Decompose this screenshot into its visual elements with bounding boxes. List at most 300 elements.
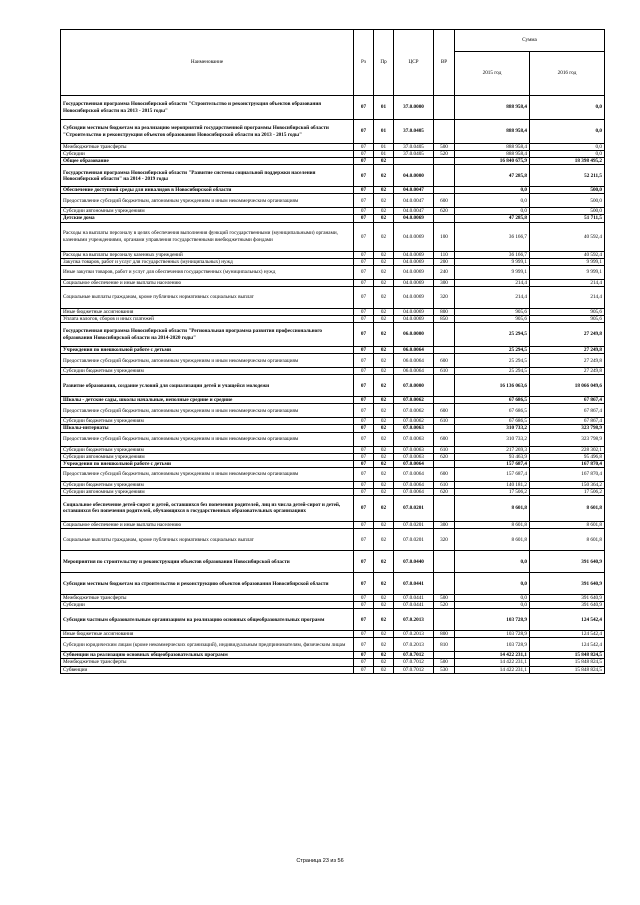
cell-csr: 07.0.0201 [394, 529, 434, 551]
cell-2015: 888 958,4 [455, 120, 530, 144]
cell-name: Субсидии местным бюджетам на строительство и реконструкцию объектов образования Новосибирской области [61, 573, 354, 595]
cell-rz: 07 [354, 573, 374, 595]
budget-table [60, 29, 605, 674]
table-row [61, 286, 605, 308]
cell-pr: 02 [374, 215, 394, 222]
cell-csr: 07.0.0063 [394, 446, 434, 453]
table-row [61, 446, 605, 453]
cell-name: Межбюджетные трансферты [61, 144, 354, 151]
cell-name: Социальные выплаты гражданам, кроме публичных нормативных социальных выплат [61, 286, 354, 308]
cell-2016: 52 211,5 [530, 165, 605, 187]
cell-pr: 02 [374, 488, 394, 495]
header-rz: Рз [354, 30, 374, 96]
cell-csr: 07.0.0063 [394, 432, 434, 446]
table-row [61, 659, 605, 666]
cell-csr: 04.0.0069 [394, 251, 434, 258]
cell-2015: 905,6 [455, 308, 530, 315]
cell-2016: 214,4 [530, 279, 605, 286]
cell-csr: 07.0.0441 [394, 595, 434, 602]
cell-rz: 07 [354, 194, 374, 208]
cell-vr [434, 460, 455, 467]
cell-pr: 02 [374, 609, 394, 631]
cell-vr [434, 158, 455, 165]
cell-name: Субсидии автономным учреждениям [61, 488, 354, 495]
cell-2015: 9 999,1 [455, 265, 530, 279]
cell-rz: 07 [354, 251, 374, 258]
cell-pr: 02 [374, 251, 394, 258]
cell-2016: 150 364,2 [530, 481, 605, 488]
cell-vr [434, 551, 455, 573]
cell-csr: 04.0.0047 [394, 194, 434, 208]
cell-csr: 07.0.0063 [394, 453, 434, 460]
cell-rz: 07 [354, 347, 374, 354]
table-row [61, 404, 605, 418]
cell-name: Социальное обеспечение и иные выплаты населению [61, 279, 354, 286]
cell-rz: 07 [354, 404, 374, 418]
cell-csr: 07.0.0201 [394, 495, 434, 521]
cell-rz: 07 [354, 279, 374, 286]
cell-name: Субсидии автономным учреждениям [61, 208, 354, 215]
cell-2015: 103 728,9 [455, 631, 530, 638]
cell-csr: 07.0.0201 [394, 521, 434, 528]
cell-csr: 37.0.0000 [394, 96, 434, 120]
cell-vr: 850 [434, 315, 455, 322]
table-row [61, 595, 605, 602]
cell-pr: 02 [374, 666, 394, 673]
cell-name: Расходы на выплаты персоналу казенных учреждений [61, 251, 354, 258]
cell-pr: 02 [374, 659, 394, 666]
table-row [61, 354, 605, 368]
cell-csr: 37.0.0405 [394, 144, 434, 151]
cell-2015: 140 181,2 [455, 481, 530, 488]
table-body [61, 96, 605, 674]
cell-csr: 37.0.0405 [394, 120, 434, 144]
cell-rz: 07 [354, 609, 374, 631]
cell-2016: 0,0 [530, 144, 605, 151]
cell-pr: 02 [374, 375, 394, 397]
cell-2015: 67 686,5 [455, 404, 530, 418]
cell-2015: 8 601,8 [455, 529, 530, 551]
cell-2015: 93 463,9 [455, 453, 530, 460]
cell-vr [434, 573, 455, 595]
cell-name: Социальные выплаты гражданам, кроме публичных нормативных социальных выплат [61, 529, 354, 551]
table-row [61, 315, 605, 322]
cell-2015: 16 840 675,9 [455, 158, 530, 165]
table-row [61, 481, 605, 488]
cell-name: Школы-интернаты [61, 425, 354, 432]
cell-csr: 37.0.0405 [394, 151, 434, 158]
cell-2015: 9 999,1 [455, 258, 530, 265]
cell-name: Иные бюджетные ассигнования [61, 631, 354, 638]
cell-2016: 27 249,8 [530, 354, 605, 368]
cell-csr: 04.0.0069 [394, 265, 434, 279]
cell-2016: 27 249,8 [530, 347, 605, 354]
cell-name: Детские дома [61, 215, 354, 222]
cell-2015: 905,6 [455, 315, 530, 322]
cell-pr: 02 [374, 354, 394, 368]
header-csr: ЦСР [394, 30, 434, 96]
cell-pr: 02 [374, 573, 394, 595]
cell-2016: 167 870,4 [530, 467, 605, 481]
cell-vr: 500 [434, 144, 455, 151]
cell-name: Предоставление субсидий бюджетным, автономным учреждениям и иным некоммерческим организациям [61, 432, 354, 446]
cell-name: Учреждения по внешкольной работе с детьми [61, 460, 354, 467]
cell-rz: 07 [354, 425, 374, 432]
cell-csr: 07.0.0441 [394, 573, 434, 595]
cell-csr: 07.0.0064 [394, 481, 434, 488]
cell-name: Социальное обеспечение и иные выплаты населению [61, 521, 354, 528]
cell-pr: 02 [374, 418, 394, 425]
cell-2015: 8 601,8 [455, 495, 530, 521]
cell-rz: 07 [354, 481, 374, 488]
cell-2016: 0,0 [530, 151, 605, 158]
cell-name: Обеспечение доступной среды для инвалидов в Новосибирской области [61, 187, 354, 194]
cell-rz: 07 [354, 265, 374, 279]
cell-rz: 07 [354, 460, 374, 467]
cell-2016: 228 302,1 [530, 446, 605, 453]
cell-vr: 200 [434, 258, 455, 265]
cell-2016: 214,4 [530, 286, 605, 308]
cell-vr: 610 [434, 481, 455, 488]
cell-2015: 103 728,9 [455, 609, 530, 631]
cell-pr: 01 [374, 96, 394, 120]
table-row [61, 215, 605, 222]
cell-2016: 27 249,8 [530, 368, 605, 375]
cell-vr: 610 [434, 446, 455, 453]
cell-pr: 02 [374, 165, 394, 187]
cell-rz: 07 [354, 638, 374, 652]
cell-2015: 17 506,2 [455, 488, 530, 495]
cell-rz: 07 [354, 446, 374, 453]
cell-2016: 391 640,9 [530, 573, 605, 595]
cell-vr [434, 120, 455, 144]
cell-rz: 07 [354, 397, 374, 404]
header-sum: Сумма [455, 30, 605, 52]
cell-pr: 01 [374, 144, 394, 151]
cell-2015: 888 958,4 [455, 151, 530, 158]
table-row [61, 425, 605, 432]
cell-csr: 04.0.0047 [394, 208, 434, 215]
cell-2015: 0,0 [455, 208, 530, 215]
cell-2016: 15 848 824,5 [530, 659, 605, 666]
cell-pr: 02 [374, 631, 394, 638]
cell-name: Государственная программа Новосибирской области "Развитие системы социальной поддержки населения Новосибирской области" на 2014 - 2019 годы [61, 165, 354, 187]
cell-2016: 0,0 [530, 120, 605, 144]
cell-vr: 620 [434, 208, 455, 215]
cell-vr: 300 [434, 279, 455, 286]
cell-2015: 310 733,2 [455, 425, 530, 432]
cell-rz: 07 [354, 432, 374, 446]
cell-rz: 07 [354, 151, 374, 158]
cell-name: Иные бюджетные ассигнования [61, 308, 354, 315]
cell-2016: 323 798,9 [530, 425, 605, 432]
cell-2015: 14 422 231,1 [455, 652, 530, 659]
cell-name: Общее образование [61, 158, 354, 165]
table-row [61, 208, 605, 215]
cell-2016: 124 542,4 [530, 631, 605, 638]
cell-vr: 500 [434, 595, 455, 602]
header-year-2016: 2016 год [530, 52, 605, 96]
cell-pr: 02 [374, 432, 394, 446]
table-row [61, 631, 605, 638]
table-row [61, 573, 605, 595]
cell-2016: 18 066 049,6 [530, 375, 605, 397]
cell-pr: 02 [374, 638, 394, 652]
cell-rz: 07 [354, 323, 374, 347]
cell-csr: 04.0.0000 [394, 165, 434, 187]
cell-vr [434, 165, 455, 187]
table-row [61, 418, 605, 425]
cell-2015: 67 686,5 [455, 418, 530, 425]
cell-csr: 04.0.0069 [394, 286, 434, 308]
cell-csr: 06.0.0064 [394, 368, 434, 375]
cell-pr: 02 [374, 315, 394, 322]
cell-name: Межбюджетные трансферты [61, 595, 354, 602]
cell-csr: 04.0.0069 [394, 308, 434, 315]
cell-name: Субсидии бюджетным учреждениям [61, 418, 354, 425]
cell-pr: 02 [374, 481, 394, 488]
cell-rz: 07 [354, 652, 374, 659]
cell-name: Субвенции [61, 666, 354, 673]
table-row [61, 308, 605, 315]
cell-csr: 04.0.0069 [394, 215, 434, 222]
cell-vr: 520 [434, 602, 455, 609]
table-row [61, 165, 605, 187]
table-row [61, 521, 605, 528]
table-row [61, 666, 605, 673]
cell-vr: 600 [434, 467, 455, 481]
cell-vr: 610 [434, 368, 455, 375]
cell-pr: 02 [374, 453, 394, 460]
cell-vr: 810 [434, 638, 455, 652]
cell-vr [434, 375, 455, 397]
cell-name: Государственная программа Новосибирской области "Строительство и реконструкция объектов образования Новосибирской области на 2013 - 2015 годы" [61, 96, 354, 120]
table-row [61, 323, 605, 347]
cell-name: Предоставление субсидий бюджетным, автономным учреждениям и иным некоммерческим организациям [61, 467, 354, 481]
cell-name: Субвенции на реализацию основных общеобразовательных программ [61, 652, 354, 659]
cell-pr: 02 [374, 347, 394, 354]
cell-pr: 02 [374, 286, 394, 308]
cell-name: Уплата налогов, сборов и иных платежей [61, 315, 354, 322]
cell-pr: 02 [374, 222, 394, 251]
cell-pr: 02 [374, 158, 394, 165]
table-row [61, 488, 605, 495]
cell-2015: 47 285,8 [455, 165, 530, 187]
table-row [61, 144, 605, 151]
cell-2015: 14 422 231,1 [455, 659, 530, 666]
cell-rz: 07 [354, 96, 374, 120]
cell-name: Субсидии бюджетным учреждениям [61, 446, 354, 453]
cell-name: Субсидии [61, 151, 354, 158]
cell-2016: 40 592,4 [530, 222, 605, 251]
cell-csr: 04.0.0069 [394, 258, 434, 265]
cell-pr: 02 [374, 495, 394, 521]
cell-pr: 02 [374, 194, 394, 208]
cell-2015: 0,0 [455, 595, 530, 602]
table-row [61, 120, 605, 144]
cell-name: Социальное обеспечение детей-сирот и детей, оставшихся без попечения родителей, лиц из числа детей-сирот и детей, оставшихся без попечения родителей, обучающихся в государственных образовательных организациях [61, 495, 354, 521]
cell-vr: 300 [434, 521, 455, 528]
cell-rz: 07 [354, 258, 374, 265]
cell-name: Государственная программа Новосибирской области "Региональная программа развития профессионального образования Новосибирской области на 2014-2020 годы" [61, 323, 354, 347]
cell-csr: 07.0.0441 [394, 602, 434, 609]
cell-rz: 07 [354, 467, 374, 481]
cell-name: Школы - детские сады, школы начальные, неполные средние и средние [61, 397, 354, 404]
cell-vr: 600 [434, 354, 455, 368]
table-row [61, 96, 605, 120]
cell-rz: 07 [354, 222, 374, 251]
cell-name: Межбюджетные трансферты [61, 659, 354, 666]
cell-pr: 02 [374, 521, 394, 528]
table-row [61, 638, 605, 652]
cell-2015: 157 687,4 [455, 460, 530, 467]
cell-name: Предоставление субсидий бюджетным, автономным учреждениям и иным некоммерческим организациям [61, 354, 354, 368]
cell-2016: 0,0 [530, 96, 605, 120]
cell-name: Учреждения по внешкольной работе с детьми [61, 347, 354, 354]
cell-pr: 02 [374, 425, 394, 432]
cell-2015: 67 686,5 [455, 397, 530, 404]
cell-vr [434, 215, 455, 222]
cell-rz: 07 [354, 453, 374, 460]
cell-rz: 07 [354, 165, 374, 187]
cell-pr: 02 [374, 446, 394, 453]
cell-2015: 888 958,4 [455, 144, 530, 151]
cell-name: Субсидии местным бюджетам на реализацию мероприятий государственной программы Новосибирской области "Строительство и реконструкция объектов образования Новосибирской области на 2013 - 2015 годы" [61, 120, 354, 144]
cell-2016: 500,0 [530, 187, 605, 194]
cell-vr: 110 [434, 251, 455, 258]
cell-rz: 07 [354, 187, 374, 194]
cell-vr: 600 [434, 404, 455, 418]
cell-csr [394, 158, 434, 165]
cell-rz: 07 [354, 208, 374, 215]
cell-csr: 04.0.0047 [394, 187, 434, 194]
table-row [61, 397, 605, 404]
cell-csr: 07.0.0000 [394, 375, 434, 397]
cell-name: Расходы на выплаты персоналу в целях обеспечения выполнения функций государственными (муниципальными) органами, казенными учреждениями, органами управления государственными внебюджетными фондами [61, 222, 354, 251]
cell-rz: 07 [354, 215, 374, 222]
table-row [61, 347, 605, 354]
cell-2016: 15 848 824,5 [530, 652, 605, 659]
cell-2015: 16 136 063,6 [455, 375, 530, 397]
cell-pr: 02 [374, 397, 394, 404]
table-row [61, 251, 605, 258]
cell-vr [434, 96, 455, 120]
cell-vr: 800 [434, 308, 455, 315]
table-row [61, 495, 605, 521]
cell-vr [434, 495, 455, 521]
cell-csr: 07.0.0064 [394, 460, 434, 467]
cell-pr: 02 [374, 279, 394, 286]
cell-pr: 02 [374, 460, 394, 467]
cell-rz: 07 [354, 551, 374, 573]
cell-vr [434, 187, 455, 194]
table-row [61, 158, 605, 165]
cell-pr: 02 [374, 258, 394, 265]
table-row [61, 467, 605, 481]
cell-name: Закупка товаров, работ и услуг для государственных (муниципальных) нужд [61, 258, 354, 265]
cell-vr [434, 323, 455, 347]
cell-pr: 02 [374, 187, 394, 194]
cell-2016: 391 640,9 [530, 602, 605, 609]
cell-2015: 8 601,8 [455, 521, 530, 528]
cell-vr: 610 [434, 418, 455, 425]
cell-pr: 01 [374, 151, 394, 158]
cell-rz: 07 [354, 631, 374, 638]
page-number: Страница 23 из 56 [296, 858, 344, 864]
cell-vr [434, 609, 455, 631]
cell-pr: 01 [374, 120, 394, 144]
cell-name: Мероприятия по строительству и реконструкции объектов образования Новосибирской области [61, 551, 354, 573]
cell-pr: 02 [374, 602, 394, 609]
cell-2016: 391 640,9 [530, 595, 605, 602]
cell-rz: 07 [354, 315, 374, 322]
cell-vr [434, 397, 455, 404]
cell-2016: 8 601,8 [530, 521, 605, 528]
cell-csr: 07.0.2013 [394, 638, 434, 652]
cell-vr: 500 [434, 659, 455, 666]
table-row [61, 151, 605, 158]
cell-2015: 47 285,8 [455, 215, 530, 222]
cell-rz: 07 [354, 529, 374, 551]
cell-2016: 124 542,4 [530, 609, 605, 631]
cell-pr: 02 [374, 529, 394, 551]
table-row [61, 194, 605, 208]
cell-2015: 0,0 [455, 187, 530, 194]
table-row [61, 187, 605, 194]
table-row [61, 222, 605, 251]
cell-csr: 07.0.0062 [394, 397, 434, 404]
cell-rz: 07 [354, 158, 374, 165]
table-row [61, 551, 605, 573]
table-row [61, 265, 605, 279]
cell-2015: 14 422 231,1 [455, 666, 530, 673]
cell-pr: 02 [374, 652, 394, 659]
cell-rz: 07 [354, 308, 374, 315]
cell-2016: 8 601,8 [530, 495, 605, 521]
cell-csr: 07.0.0063 [394, 425, 434, 432]
cell-2016: 8 601,8 [530, 529, 605, 551]
cell-name: Развитие образования, создание условий для социализации детей и учащейся молодежи [61, 375, 354, 397]
header-vr: ВР [434, 30, 455, 96]
table-row [61, 652, 605, 659]
cell-2015: 25 294,5 [455, 368, 530, 375]
cell-2016: 67 867,4 [530, 418, 605, 425]
cell-vr: 530 [434, 666, 455, 673]
cell-rz: 07 [354, 666, 374, 673]
cell-rz: 07 [354, 521, 374, 528]
cell-csr: 07.0.0062 [394, 404, 434, 418]
cell-vr [434, 347, 455, 354]
cell-2016: 9 999,1 [530, 258, 605, 265]
cell-2016: 500,0 [530, 194, 605, 208]
cell-pr: 02 [374, 265, 394, 279]
cell-2016: 51 711,5 [530, 215, 605, 222]
cell-rz: 07 [354, 659, 374, 666]
table-row [61, 279, 605, 286]
cell-csr: 06.0.0064 [394, 347, 434, 354]
cell-2015: 0,0 [455, 573, 530, 595]
cell-csr: 07.0.0064 [394, 467, 434, 481]
cell-pr: 02 [374, 208, 394, 215]
cell-vr: 240 [434, 265, 455, 279]
cell-pr: 02 [374, 551, 394, 573]
cell-2016: 9 999,1 [530, 265, 605, 279]
cell-2016: 95 496,8 [530, 453, 605, 460]
cell-name: Иные закупки товаров, работ и услуг для обеспечения государственных (муниципальных) нужд [61, 265, 354, 279]
cell-name: Субсидии [61, 602, 354, 609]
cell-pr: 02 [374, 404, 394, 418]
cell-csr: 07.0.0440 [394, 551, 434, 573]
